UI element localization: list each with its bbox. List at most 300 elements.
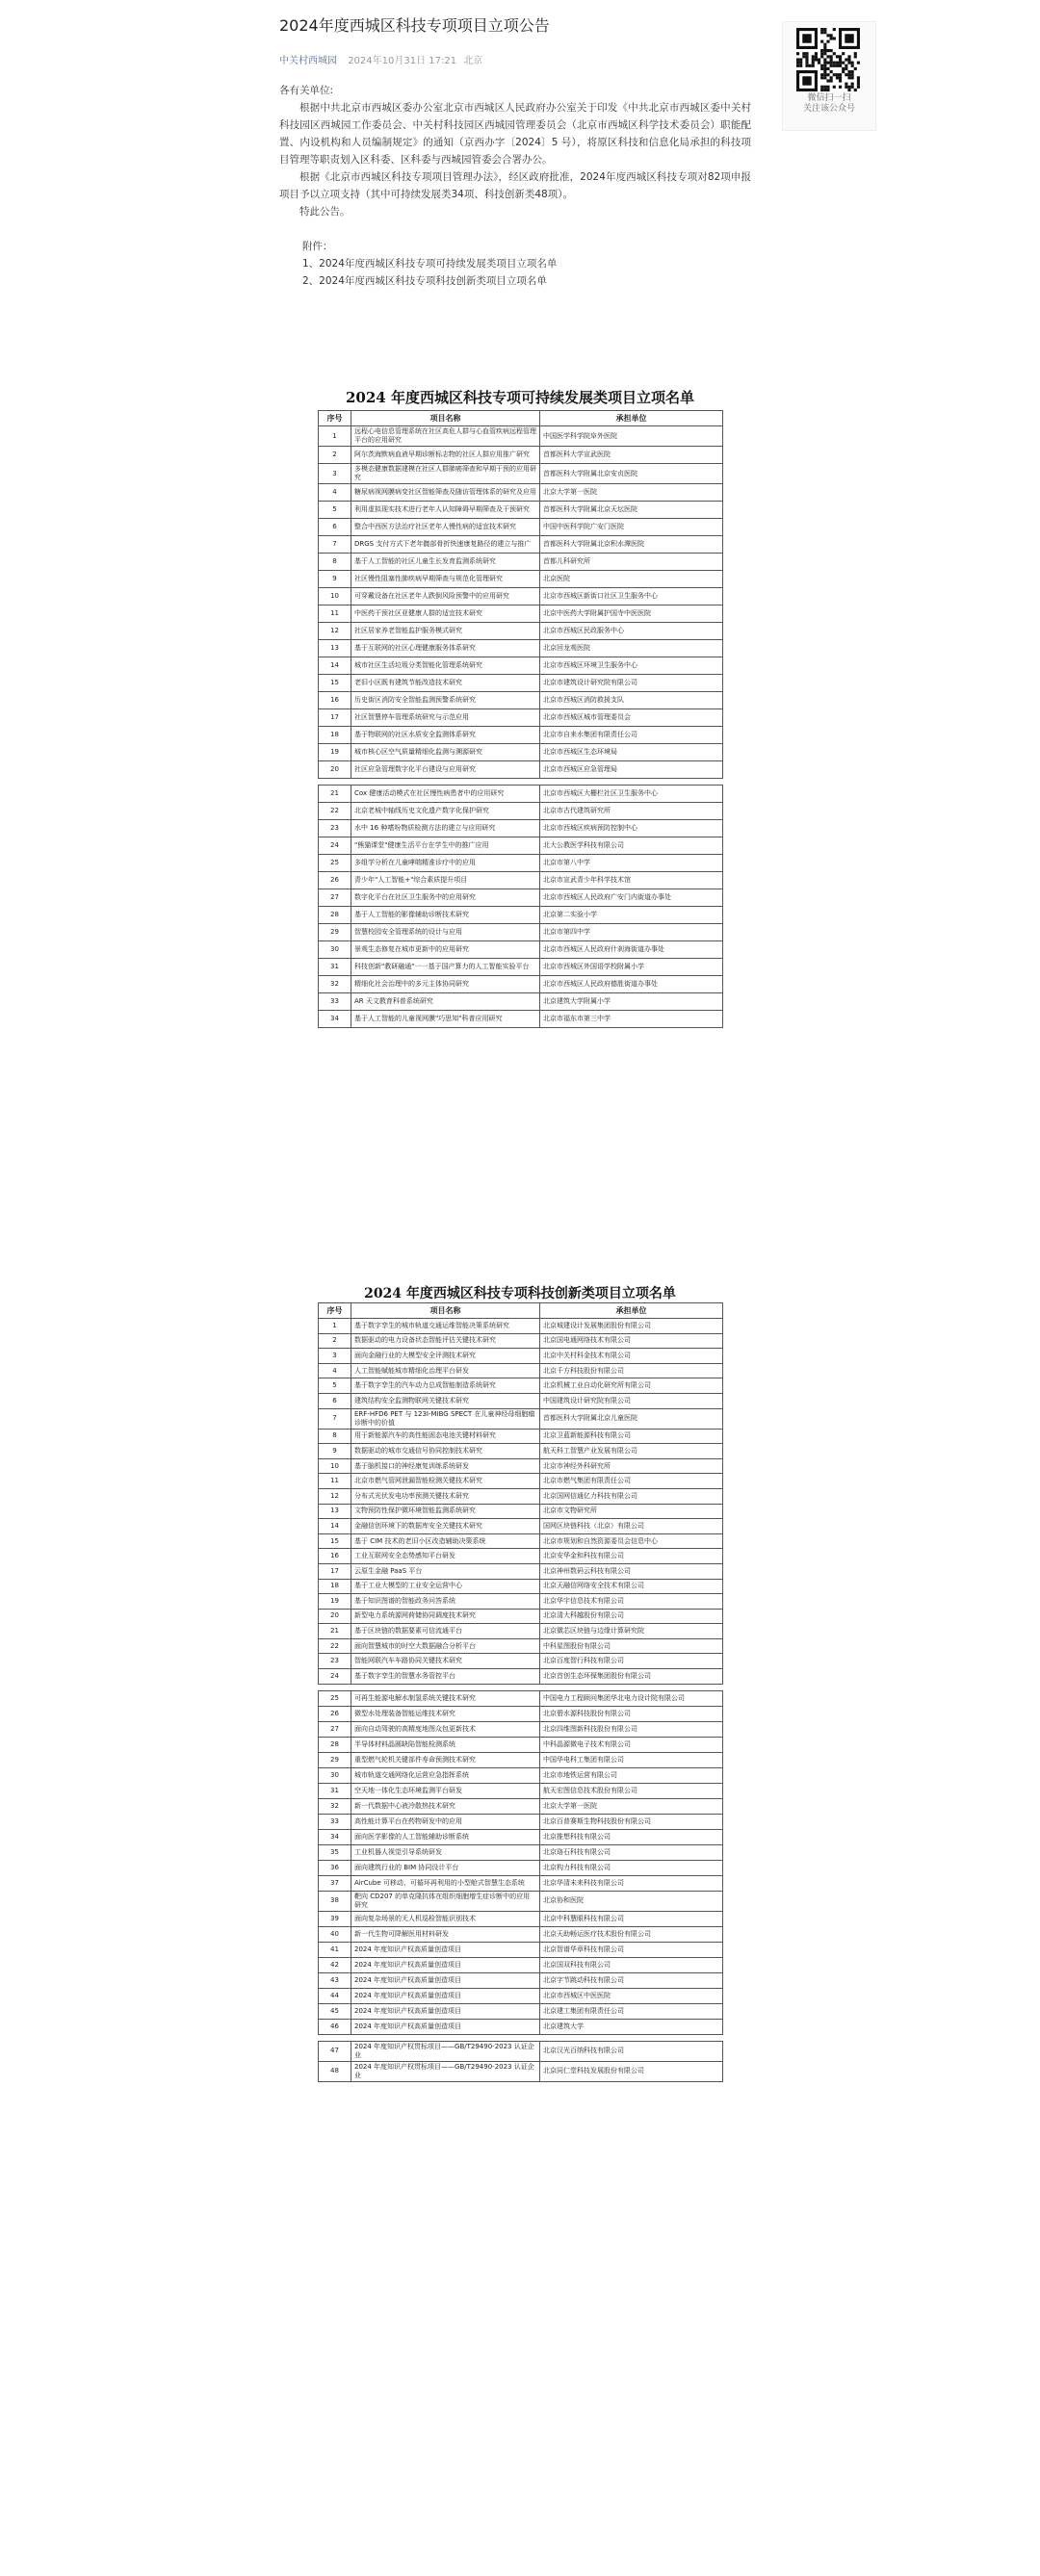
host-unit: 北京市神经外科研究所: [540, 1458, 723, 1474]
qr-caption-2: 关注该公众号: [802, 104, 855, 114]
project-name: 基于知识图谱的智能政务问答系统: [351, 1594, 540, 1610]
table-row: [319, 2061, 723, 2081]
project-name: 多组学分析在儿童哮喘精准诊疗中的应用: [351, 855, 540, 872]
table-row: [319, 426, 723, 447]
table-row: [319, 1533, 723, 1549]
host-unit: 北京市福东市第三中学: [540, 1011, 723, 1028]
host-unit: 北京市西城区应急管理局: [540, 761, 723, 779]
project-name: 基于数字孪生的城市轨道交通运维智能决策系统研究: [351, 1319, 540, 1334]
row-number: 4: [319, 1363, 351, 1378]
qr-code-icon: [796, 28, 860, 91]
row-number: 25: [319, 1690, 351, 1706]
project-name: ERF-HFD6 PET 与 123I-MIBG SPECT 在儿童神经母细胞瘤诊断中的价值: [351, 1408, 540, 1429]
project-name: 2024 年度知识产权高质量创造项目: [351, 1988, 540, 2003]
host-unit: 北京市规划和自然资源委员会信息中心: [540, 1533, 723, 1549]
table-row: [319, 1926, 723, 1942]
host-unit: 首都医科大学附属北京天坛医院: [540, 502, 723, 519]
attachments: [279, 238, 751, 290]
host-unit: 北京回龙观医院: [540, 640, 723, 657]
host-unit: 北京千方科技股份有限公司: [540, 1363, 723, 1378]
table-row: [319, 837, 723, 855]
table-row: [319, 907, 723, 924]
table-row: [319, 993, 723, 1011]
table-row: [319, 820, 723, 837]
project-name: 基于脑机接口的神经康复训练系统研发: [351, 1458, 540, 1474]
table-row: [319, 941, 723, 959]
host-unit: 中国医学科学院阜外医院: [540, 426, 723, 447]
table-row: [319, 1942, 723, 1957]
table-row: [319, 519, 723, 536]
row-number: 3: [319, 464, 351, 484]
row-number: 37: [319, 1875, 351, 1891]
host-unit: 北京市西城区人民政府德胜街道办事处: [540, 976, 723, 993]
project-name: 城市核心区空气质量精细化监测与溯源研究: [351, 744, 540, 761]
host-unit: 北京天融信网络安全技术有限公司: [540, 1579, 723, 1594]
qr-caption-1: 微信扫一扫: [807, 93, 851, 103]
host-unit: 北京建工集团有限责任公司: [540, 2003, 723, 2019]
project-name: 数字化平台在社区卫生服务中的应用研究: [351, 889, 540, 907]
row-number: 28: [319, 1737, 351, 1752]
attachment-1[interactable]: 1、2024年度西城区科技专项可持续发展类项目立项名单: [302, 258, 558, 270]
host-unit: 中科晶源微电子技术有限公司: [540, 1737, 723, 1752]
qr-code-panel[interactable]: [782, 21, 876, 131]
host-unit: 北京城建设计发展集团股份有限公司: [540, 1319, 723, 1334]
row-number: 34: [319, 1011, 351, 1028]
project-name: 阿尔茨海默病血液早期诊断标志物的社区人群应用推广研究: [351, 447, 540, 464]
host-unit: 北京字节跳动科技有限公司: [540, 1972, 723, 1988]
table-row: [319, 1333, 723, 1349]
project-name: 社区慢性阻塞性肺疾病早期筛查与规范化管理研究: [351, 571, 540, 588]
project-name: 面向复杂场景的无人机巡检智能识别技术: [351, 1911, 540, 1926]
host-unit: 北京市西城区消防救援支队: [540, 692, 723, 709]
table-row: [319, 1549, 723, 1564]
project-name: 多模态健康数据建模在社区人群肺癌筛查和早期干预的应用研究: [351, 464, 540, 484]
table-row: [319, 623, 723, 640]
host-unit: 北京天助畅运医疗技术股份有限公司: [540, 1926, 723, 1942]
project-name: 高性能计算平台在药物研发中的应用: [351, 1814, 540, 1829]
table-row: [319, 1429, 723, 1444]
project-name: 用于新能源汽车的高性能固态电池关键材料研究: [351, 1429, 540, 1444]
table-row: [319, 1363, 723, 1378]
project-name: 半导体材料晶圆缺陷智能检测系统: [351, 1737, 540, 1752]
host-unit: 北京碧水源科技股份有限公司: [540, 1706, 723, 1721]
row-number: 16: [319, 1549, 351, 1564]
table-row: [319, 1814, 723, 1829]
table-row: [319, 976, 723, 993]
table-row: [319, 1349, 723, 1364]
table-row: [319, 1579, 723, 1594]
project-name: 基于物联网的社区水质安全监测体系研究: [351, 727, 540, 744]
table-row: [319, 1458, 723, 1474]
table-row: [319, 1504, 723, 1519]
row-number: 48: [319, 2061, 351, 2081]
row-number: 44: [319, 1988, 351, 2003]
table-row: [319, 1706, 723, 1721]
project-name: 2024 年度知识产权高质量创造项目: [351, 1942, 540, 1957]
host-unit: 中科星图股份有限公司: [540, 1638, 723, 1654]
table-row: [319, 554, 723, 571]
row-number: 26: [319, 1706, 351, 1721]
header-unit: 承担单位: [540, 411, 723, 426]
host-unit: 北京大学第一医院: [540, 484, 723, 502]
account-name-link[interactable]: 中关村西城园: [279, 56, 337, 66]
project-name: 基于人工智能的社区儿童生长发育监测系统研究: [351, 554, 540, 571]
host-unit: 国网区块链科技（北京）有限公司: [540, 1519, 723, 1534]
group-gap: [319, 1684, 723, 1690]
project-name: 糖尿病视网膜病变社区智能筛查及随访管理体系的研究及应用: [351, 484, 540, 502]
project-name: 景观生态修复在城市更新中的应用研究: [351, 941, 540, 959]
host-unit: 北京中关村科金技术有限公司: [540, 1349, 723, 1364]
host-unit: 北京国网信通亿力科技有限公司: [540, 1488, 723, 1504]
project-name: 云原生金融 PaaS 平台: [351, 1563, 540, 1579]
host-unit: 北京安华金和科技有限公司: [540, 1549, 723, 1564]
host-unit: 北京智谱华章科技有限公司: [540, 1942, 723, 1957]
table-row: [319, 1594, 723, 1610]
project-name: 城市轨道交通网络化运营应急指挥系统: [351, 1767, 540, 1783]
row-number: 29: [319, 924, 351, 941]
table-row: [319, 588, 723, 605]
project-name: 2024 年度知识产权高质量创造项目: [351, 1972, 540, 1988]
table-row: [319, 1609, 723, 1624]
table-row: [319, 2019, 723, 2034]
table-sustainable: [318, 410, 723, 1028]
paragraph-1: 根据中共北京市西城区委办公室北京市西城区人民政府办公室关于印发《中共北京市西城区委中关村科技园区西城园工作委员会、中关村科技园区西城园管理委员会（北京市西城区科学技术委员会）职能配置、内设机构和人员编制规定》的通知（京西办字〔2024〕5 号），将原区科技和信息化局承担的科技项目管理等职责划入区科委、区科委与西城园管委会合署办公。: [279, 102, 751, 166]
paragraph-3: 特此公告。: [299, 206, 351, 218]
host-unit: 北京微芯区块链与边缘计算研究院: [540, 1624, 723, 1639]
row-number: 32: [319, 1798, 351, 1814]
host-unit: 北京市燃气集团有限责任公司: [540, 1474, 723, 1489]
host-unit: 北京国双科技有限公司: [540, 1957, 723, 1972]
row-number: 12: [319, 623, 351, 640]
host-unit: 北京卫蓝新能源科技有限公司: [540, 1429, 723, 1444]
host-unit: 北京医院: [540, 571, 723, 588]
project-name: 人工智能赋能城市精细化治理平台研发: [351, 1363, 540, 1378]
host-unit: 北京清大科越股份有限公司: [540, 1609, 723, 1624]
row-number: 33: [319, 993, 351, 1011]
row-number: 3: [319, 1349, 351, 1364]
row-number: 11: [319, 1474, 351, 1489]
host-unit: 中国电力工程顾问集团华北电力设计院有限公司: [540, 1690, 723, 1706]
table-row: [319, 872, 723, 889]
host-unit: 中国中医科学院广安门医院: [540, 519, 723, 536]
table-row: [319, 571, 723, 588]
row-number: 9: [319, 571, 351, 588]
publish-time: 2024年10月31日 17:21: [348, 56, 457, 66]
project-name: 数据驱动的城市交通信号协同控制技术研究: [351, 1444, 540, 1459]
table-header-row: [319, 411, 723, 426]
row-number: 42: [319, 1957, 351, 1972]
host-unit: 首都医科大学附属北京安贞医院: [540, 464, 723, 484]
table-row: [319, 1844, 723, 1860]
host-unit: 北京同仁堂科技发展股份有限公司: [540, 2061, 723, 2081]
row-number: 7: [319, 1408, 351, 1429]
row-number: 10: [319, 588, 351, 605]
table-row: [319, 889, 723, 907]
project-name: 靶向 CD207 的单克隆抗体在组织细胞增生症诊断中的应用研究: [351, 1891, 540, 1911]
row-number: 5: [319, 1378, 351, 1394]
table-row: [319, 1011, 723, 1028]
table-row: [319, 855, 723, 872]
table-row: [319, 1798, 723, 1814]
project-name: 基于人工智能的儿童视网膜"巧思知"科普应用研究: [351, 1011, 540, 1028]
row-number: 31: [319, 1783, 351, 1798]
row-number: 24: [319, 837, 351, 855]
host-unit: 首都医科大学附属北京儿童医院: [540, 1408, 723, 1429]
table-row: [319, 1393, 723, 1408]
row-number: 38: [319, 1891, 351, 1911]
project-name: 空天地一体化生态环境监测平台研发: [351, 1783, 540, 1798]
project-name: 远程心电信息管理系统在社区高危人群与心血管疾病远程管理平台的应用研究: [351, 426, 540, 447]
project-name: DRGS 支付方式下老年髋部骨折快速康复路径的建立与推广: [351, 536, 540, 554]
row-number: 21: [319, 786, 351, 803]
table-row: [319, 1829, 723, 1844]
row-number: 21: [319, 1624, 351, 1639]
table-row: [319, 1783, 723, 1798]
project-name: 社区居家养老智能监护服务模式研究: [351, 623, 540, 640]
group-gap: [319, 779, 723, 786]
attachment-2[interactable]: 2、2024年度西城区科技专项科技创新类项目立项名单: [302, 275, 547, 287]
row-number: 9: [319, 1444, 351, 1459]
table-title-sustainable: 2024 年度西城区科技专项可持续发展类项目立项名单: [346, 389, 694, 406]
host-unit: 北京中科慧眼科技有限公司: [540, 1911, 723, 1926]
project-name: 基于区块链的数据要素可信流通平台: [351, 1624, 540, 1639]
project-name: 建筑结构安全监测物联网关键技术研究: [351, 1393, 540, 1408]
row-number: 45: [319, 2003, 351, 2019]
host-unit: 北京百普赛斯生物科技股份有限公司: [540, 1814, 723, 1829]
table-row: [319, 640, 723, 657]
table-row: [319, 761, 723, 779]
row-number: 27: [319, 889, 351, 907]
project-name: 微型水处理装备智能运维技术研究: [351, 1706, 540, 1721]
project-name: 老旧小区既有建筑节能改造技术研究: [351, 675, 540, 692]
host-unit: 北京推想科技有限公司: [540, 1829, 723, 1844]
row-number: 15: [319, 1533, 351, 1549]
row-number: 16: [319, 692, 351, 709]
table-row: [319, 1378, 723, 1394]
table-row: [319, 1690, 723, 1706]
host-unit: 北京百度智行科技有限公司: [540, 1654, 723, 1669]
row-number: 12: [319, 1488, 351, 1504]
host-unit: 航天科工智慧产业发展有限公司: [540, 1444, 723, 1459]
host-unit: 北京神州数码云科技有限公司: [540, 1563, 723, 1579]
row-number: 31: [319, 959, 351, 976]
row-number: 4: [319, 484, 351, 502]
project-name: 面向智慧城市的时空大数据融合分析平台: [351, 1638, 540, 1654]
row-number: 20: [319, 761, 351, 779]
row-number: 26: [319, 872, 351, 889]
table-row: [319, 1319, 723, 1334]
row-number: 40: [319, 1926, 351, 1942]
project-name: 工业机器人视觉引导系统研发: [351, 1844, 540, 1860]
host-unit: 北京汉光百纳科技有限公司: [540, 2041, 723, 2061]
row-number: 6: [319, 1393, 351, 1408]
row-number: 17: [319, 1563, 351, 1579]
project-name: 重型燃气轮机关键部件寿命预测技术研究: [351, 1752, 540, 1767]
host-unit: 北京中医药大学附属护国寺中医医院: [540, 605, 723, 623]
host-unit: 北京大学第一医院: [540, 1798, 723, 1814]
project-name: 社区应急管理数字化平台建设与应用研究: [351, 761, 540, 779]
project-name: 基于 CIM 技术的老旧小区改造辅助决策系统: [351, 1533, 540, 1549]
project-name: 可再生能源电解水制氢系统关键技术研究: [351, 1690, 540, 1706]
host-unit: 北京国电通网络技术有限公司: [540, 1333, 723, 1349]
header-project: 项目名称: [351, 411, 540, 426]
project-name: 智能网联汽车车路协同关键技术研究: [351, 1654, 540, 1669]
table-row: [319, 924, 723, 941]
project-name: "熊猫课堂"健康生活平台在学生中的推广应用: [351, 837, 540, 855]
project-name: 青少年"人工智能+"综合素质提升项目: [351, 872, 540, 889]
project-name: 基于互联网的社区心理健康服务体系研究: [351, 640, 540, 657]
project-name: 城市社区生活垃圾分类智能化管理系统研究: [351, 657, 540, 675]
header-no: 序号: [319, 411, 351, 426]
row-number: 18: [319, 1579, 351, 1594]
project-name: 精细化社会治理中的多元主体协同研究: [351, 976, 540, 993]
table-row: [319, 1519, 723, 1534]
host-unit: 北京建筑大学: [540, 2019, 723, 2034]
project-name: 新一代生物可降解医用材料研发: [351, 1926, 540, 1942]
project-name: 历史街区消防安全智能监测预警系统研究: [351, 692, 540, 709]
row-number: 27: [319, 1721, 351, 1737]
project-name: 整合中西医方法治疗社区老年人慢性病的适宜技术研究: [351, 519, 540, 536]
table-innovation: [318, 1302, 723, 2082]
host-unit: 首都医科大学附属北京积水潭医院: [540, 536, 723, 554]
row-number: 8: [319, 1429, 351, 1444]
row-number: 41: [319, 1942, 351, 1957]
paragraph-2: 根据《北京市西城区科技专项项目管理办法》，经区政府批准，2024年度西城区科技专项对82项申报项目予以立项支持（其中可持续发展类34项、科技创新类48项）。: [279, 171, 751, 200]
project-name: 2024 年度知识产权高质量创造项目: [351, 2003, 540, 2019]
host-unit: 北京市西城区疾病预防控制中心: [540, 820, 723, 837]
table-row: [319, 605, 723, 623]
host-unit: 北京第二实验小学: [540, 907, 723, 924]
header-unit: 承担单位: [540, 1303, 723, 1319]
table-row: [319, 727, 723, 744]
table-row: [319, 484, 723, 502]
row-number: 18: [319, 727, 351, 744]
project-name: 水中 16 种嗜吩物质检测方法的建立与应用研究: [351, 820, 540, 837]
project-name: 基于数字孪生的智慧水务管控平台: [351, 1669, 540, 1685]
host-unit: 北大公教医学科技有限公司: [540, 837, 723, 855]
host-unit: 首都医科大学宣武医院: [540, 447, 723, 464]
row-number: 46: [319, 2019, 351, 2034]
row-number: 30: [319, 941, 351, 959]
project-name: 基于数字孪生的汽车动力总成智能制造系统研究: [351, 1378, 540, 1394]
project-name: 基于工业大模型的工业安全运营中心: [351, 1579, 540, 1594]
row-number: 47: [319, 2041, 351, 2061]
host-unit: 北京华宇信息技术有限公司: [540, 1594, 723, 1610]
project-name: 面向医学影像的人工智能辅助诊断系统: [351, 1829, 540, 1844]
row-number: 11: [319, 605, 351, 623]
host-unit: 北京首创生态环保集团股份有限公司: [540, 1669, 723, 1685]
row-number: 2: [319, 1333, 351, 1349]
table-row: [319, 1654, 723, 1669]
host-unit: 北京市西城区环境卫生服务中心: [540, 657, 723, 675]
table-row: [319, 2041, 723, 2061]
row-number: 5: [319, 502, 351, 519]
host-unit: 北京机械工业自动化研究所有限公司: [540, 1378, 723, 1394]
host-unit: 北京市古代建筑研究所: [540, 803, 723, 820]
host-unit: 北京建筑大学附属小学: [540, 993, 723, 1011]
publish-location: 北京: [463, 56, 483, 66]
row-number: 17: [319, 709, 351, 727]
row-number: 22: [319, 803, 351, 820]
table-row: [319, 536, 723, 554]
table-row: [319, 447, 723, 464]
row-number: 7: [319, 536, 351, 554]
table-row: [319, 502, 723, 519]
host-unit: 北京市西城区新街口社区卫生服务中心: [540, 588, 723, 605]
row-number: 36: [319, 1860, 351, 1875]
project-name: 2024 年度知识产权贯标项目——GB/T29490-2023 认证企业: [351, 2041, 540, 2061]
row-number: 8: [319, 554, 351, 571]
project-name: 工业互联网安全态势感知平台研发: [351, 1549, 540, 1564]
host-unit: 北京珞石科技有限公司: [540, 1844, 723, 1860]
host-unit: 北京华清未来科技有限公司: [540, 1875, 723, 1891]
row-number: 43: [319, 1972, 351, 1988]
host-unit: 北京市西城区生态环境局: [540, 744, 723, 761]
group-gap: [319, 2034, 723, 2041]
host-unit: 北京市西城区大栅栏社区卫生服务中心: [540, 786, 723, 803]
project-name: 新型电力系统源网荷储协同调度技术研究: [351, 1609, 540, 1624]
project-name: 2024 年度知识产权高质量创造项目: [351, 1957, 540, 1972]
host-unit: 北京市建筑设计研究院有限公司: [540, 675, 723, 692]
table-row: [319, 744, 723, 761]
project-name: 文物预防性保护微环境智能监测系统研究: [351, 1504, 540, 1519]
host-unit: 航天宏图信息技术股份有限公司: [540, 1783, 723, 1798]
project-name: 北京老城中轴线历史文化遗产数字化保护研究: [351, 803, 540, 820]
table-row: [319, 1488, 723, 1504]
host-unit: 北京市文物研究所: [540, 1504, 723, 1519]
row-number: 2: [319, 447, 351, 464]
table-row: [319, 1767, 723, 1783]
row-number: 1: [319, 1319, 351, 1334]
host-unit: 中国华电科工集团有限公司: [540, 1752, 723, 1767]
table-row: [319, 1444, 723, 1459]
project-name: 面向金融行业的大模型安全评测技术研究: [351, 1349, 540, 1364]
row-number: 13: [319, 1504, 351, 1519]
project-name: 北京市燃气管网泄漏智能检测关键技术研究: [351, 1474, 540, 1489]
row-number: 28: [319, 907, 351, 924]
table-title-innovation: 2024 年度西城区科技专项科技创新类项目立项名单: [364, 1286, 676, 1301]
article-title: 2024年度西城区科技专项项目立项公告: [279, 16, 550, 35]
host-unit: 北京市地铁运营有限公司: [540, 1767, 723, 1783]
table-row: [319, 1737, 723, 1752]
table-row: [319, 692, 723, 709]
row-number: 1: [319, 426, 351, 447]
header-project: 项目名称: [351, 1303, 540, 1319]
project-name: AR 天文教育科普系统研究: [351, 993, 540, 1011]
project-name: 科技创新"教研融通"一一基于国产算力的人工智能实验平台: [351, 959, 540, 976]
host-unit: 北京市西城区城市管理委员会: [540, 709, 723, 727]
table-row: [319, 709, 723, 727]
row-number: 33: [319, 1814, 351, 1829]
host-unit: 北京市西城区外国语学校附属小学: [540, 959, 723, 976]
row-number: 39: [319, 1911, 351, 1926]
attachment-label: 附件：: [302, 241, 333, 252]
project-name: 分布式光伏发电功率预测关键技术研究: [351, 1488, 540, 1504]
project-name: 新一代数据中心液冷散热技术研究: [351, 1798, 540, 1814]
row-number: 34: [319, 1829, 351, 1844]
row-number: 23: [319, 820, 351, 837]
row-number: 6: [319, 519, 351, 536]
salutation: 各有关单位:: [279, 85, 334, 96]
project-name: 基于人工智能的影像辅助诊断技术研究: [351, 907, 540, 924]
table-header-row: [319, 1303, 723, 1319]
host-unit: 北京市西城区人民政府什刹海街道办事处: [540, 941, 723, 959]
project-name: 可穿戴设备在社区老年人跌倒风险预警中的应用研究: [351, 588, 540, 605]
row-number: 14: [319, 1519, 351, 1534]
host-unit: 北京构力科技有限公司: [540, 1860, 723, 1875]
row-number: 14: [319, 657, 351, 675]
table-row: [319, 1972, 723, 1988]
